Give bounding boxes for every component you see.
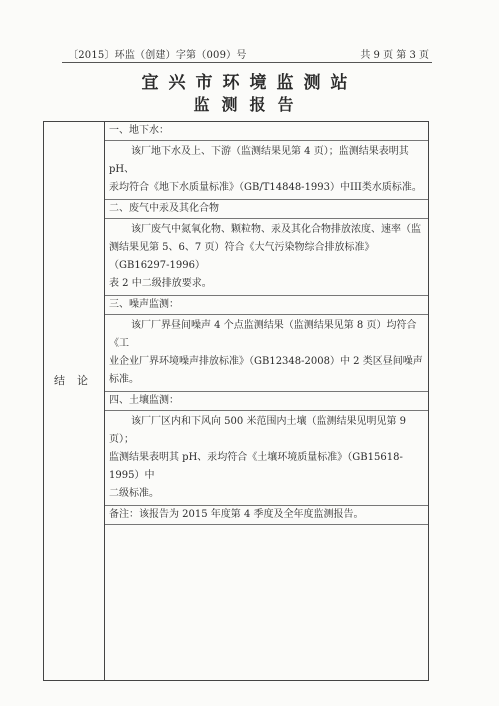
text-line: 表 2 中二级排放要求。 [109,278,212,289]
header-rule [62,62,432,63]
text-line: 二、废气中汞及其化合物 [109,203,219,214]
text-line: 监测结果表明其 pH、汞均符合《土壤环境质量标准》（GB15618-1995）中 [109,452,403,481]
text-line: 业企业厂界环境噪声排放标准》（GB12348-2008）中 2 类区昼间噪声标准。 [109,356,423,385]
text-line: 备注：该报告为 2015 年度第 4 季度及全年度监测报告。 [109,509,364,520]
text-line: 四、土壤监测： [109,395,179,406]
document-number: 〔2015〕环监（创建）字第（009）号 [68,50,247,61]
text-line: 汞均符合《地下水质量标准》（GB/T14848-1993）中III类水质标准。 [109,182,422,193]
text-line: 一、地下水： [109,125,169,136]
text-line: 该厂厂区内和下风向 500 米范围内土壤（监测结果见明见第 9 页）； [109,416,406,445]
conclusion-heading-row [105,392,428,411]
text-line: 该厂厂界昼间噪声 4 个点监测结果（监测结果见第 8 页）均符合《工 [109,320,417,349]
conclusion-heading-row [105,200,428,219]
conclusion-label: 结论 [54,374,100,387]
conclusion-heading-row [105,296,428,315]
conclusion-body-row [105,411,428,506]
conclusion-body-row [105,219,428,296]
page-info: 共 9 页 第 3 页 [360,50,429,61]
page-title: 宜兴市环境监测站 [141,73,358,93]
text-line: 该厂废气中氮氧化物、颗粒物、汞及其化合物排放浓度、速率（监 [131,224,421,235]
conclusion-body-row [105,141,428,200]
conclusion-content [105,122,428,525]
conclusion-note-row [105,506,428,525]
page-subtitle: 监测报告 [193,95,306,114]
text-line: 测结果见第 5、6、7 页）符合《大气污染物综合排放标准》（GB16297-1996） [109,242,375,271]
text-line: 二级标准。 [109,488,159,499]
conclusion-heading-row [105,122,428,141]
text-line: 三、噪声监测： [109,299,179,310]
conclusion-body-row [105,315,428,392]
conclusion-table [43,121,429,681]
text-line: 该厂地下水及上、下游（监测结果见第 4 页）；监测结果表明其 pH、 [109,146,409,175]
